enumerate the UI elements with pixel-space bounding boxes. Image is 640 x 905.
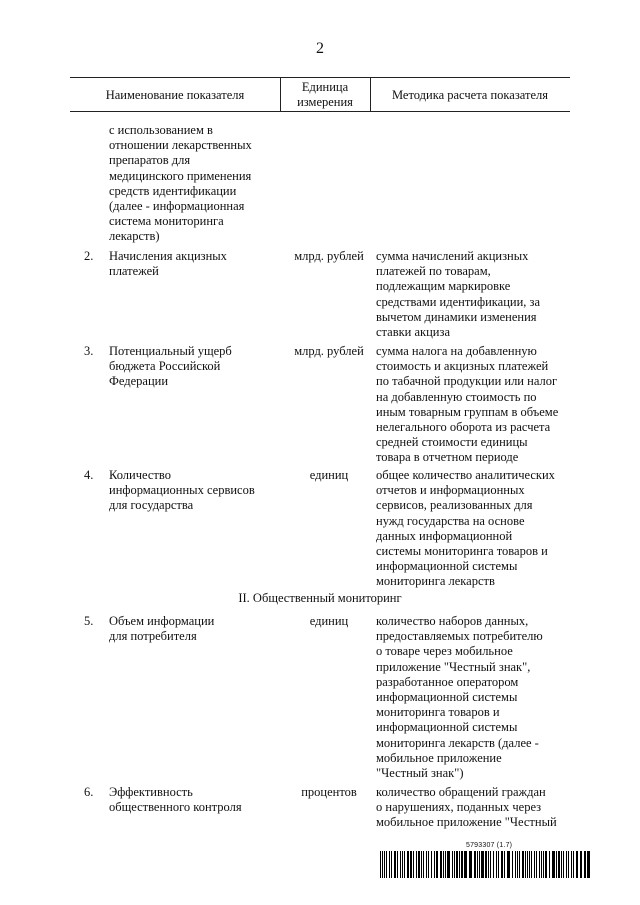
row-2-number: 2. (84, 249, 94, 263)
row-5-unit: единиц (309, 614, 349, 628)
row-4-number: 4. (84, 468, 94, 482)
row-6-number: 6. (84, 785, 94, 799)
row-2-unit: млрд. рублей (294, 249, 364, 263)
row-3-number: 3. (84, 344, 94, 358)
barcode-id-text: 5793307 (1.7) (466, 842, 513, 849)
barcode (380, 851, 591, 878)
row-2-name: Начисления акцизных платежей (109, 249, 227, 279)
row-5-number: 5. (84, 614, 94, 628)
row-3-name: Потенциальный ущерб бюджета Российской Федерации (109, 344, 232, 389)
header-name: Наименование показателя (105, 88, 245, 102)
table-top-rule (70, 77, 570, 78)
row-4-name: Количество информационных сервисов для государства (109, 468, 255, 513)
section-title: II. Общественный мониторинг (238, 591, 402, 605)
row-4-unit: единиц (309, 468, 349, 482)
row-2-method: сумма начислений акцизных платежей по товарам, подлежащим маркировке средствами идентификации, за вычетом динамики изменения ставки акциза (376, 249, 541, 340)
header-unit: Единица измерения (297, 80, 353, 109)
row-5-name: Объем информации для потребителя (109, 614, 215, 644)
row-6-unit: процентов (301, 785, 357, 799)
row-4-method: общее количество аналитических отчетов и информационных сервисов, реализованных для нужд государства на основе данных информационной системы мониторинга товаров и информационной системы мониторинга лекарств (376, 468, 555, 589)
row-3-unit: млрд. рублей (294, 344, 364, 358)
row-continuation-name: с использованием в отношении лекарственных препаратов для медицинского применения средств идентификации (далее - информационная система мониторинга лекарств) (109, 123, 252, 244)
header-bottom-rule (70, 111, 570, 112)
row-3-method: сумма налога на добавленную стоимость и акцизных платежей по табачной продукции или налог на добавленную стоимость по иным товарным группам в объеме нелегального оборота из расчета средней стоимости единицы товара в отчетном периоде (376, 344, 559, 465)
page-number: 2 (316, 40, 324, 57)
row-6-method: количество обращений граждан о нарушениях, поданных через мобильное приложение "Честный (376, 785, 557, 830)
row-6-name: Эффективность общественного контроля (109, 785, 242, 815)
row-5-method: количество наборов данных, предоставляемых потребителю о товаре через мобильное приложение "Честный знак", разработанное оператором информационной системы мониторинга товаров и информационной системы мониторинга лекарств (далее - мобильное приложение "Честный знак") (376, 614, 543, 781)
header-method: Методика расчета показателя (391, 88, 549, 102)
